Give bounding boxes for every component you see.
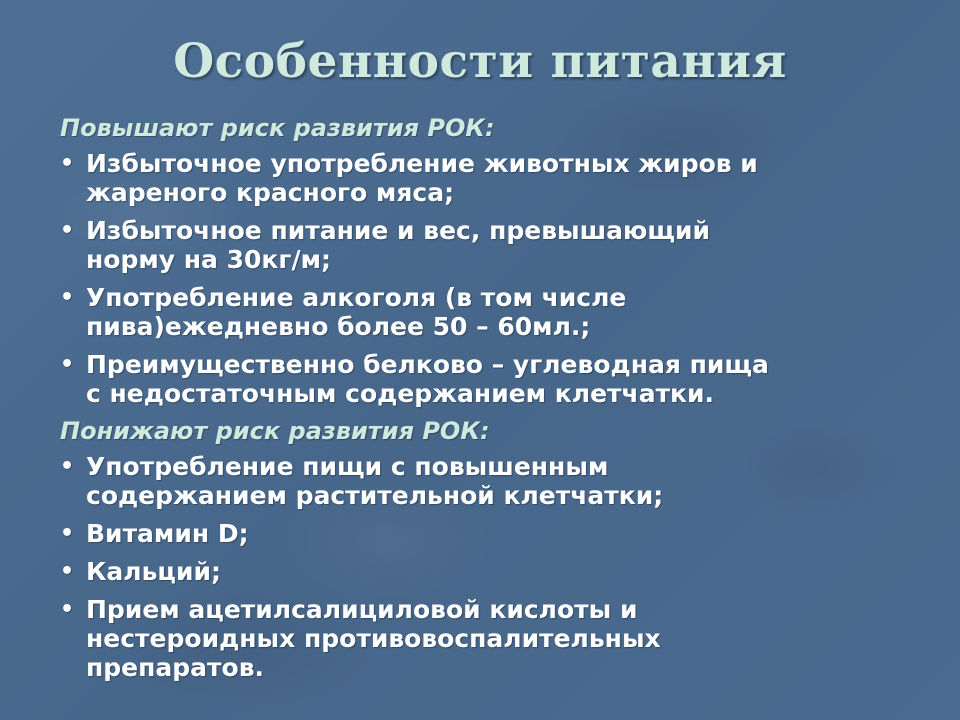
bullet-icon: • [60, 454, 75, 479]
list-item [60, 350, 920, 408]
list-item [60, 283, 920, 341]
bullet-icon: • [60, 597, 75, 622]
list-item [60, 452, 920, 510]
bullet-icon: • [60, 352, 75, 377]
list-item-text: Витамин D; [86, 519, 249, 548]
list-item [60, 216, 920, 274]
slide-title: Особенности питания [173, 34, 787, 89]
bullet-icon: • [60, 559, 75, 584]
list-item-text: Прием ацетилсалициловой кислоты и нестероидных противовоспалительных препаратов. [86, 595, 661, 682]
list-item [60, 149, 920, 207]
list-item-text: Преимущественно белково – углеводная пища с недостаточным содержанием клетчатки. [86, 350, 769, 408]
slide-content [60, 112, 920, 691]
section-heading-increase-risk: Повышают риск развития РОК: [60, 114, 495, 142]
section-heading-decrease-risk: Понижают риск развития РОК: [60, 417, 490, 445]
bullet-icon: • [60, 521, 75, 546]
bullet-icon: • [60, 285, 75, 310]
bullet-icon: • [60, 218, 75, 243]
list-item-text: Избыточное питание и вес, превышающий норму на 30кг/м; [86, 216, 711, 274]
list-item-text: Употребление алкоголя (в том числе пива)ежедневно более 50 – 60мл.; [86, 283, 627, 341]
list-item [60, 519, 920, 548]
list-item-text: Употребление пищи с повышенным содержанием растительной клетчатки; [86, 452, 664, 510]
list-item-text: Кальций; [86, 557, 221, 586]
bullet-icon: • [60, 151, 75, 176]
list-item [60, 595, 920, 682]
list-item-text: Избыточное употребление животных жиров и жареного красного мяса; [86, 149, 758, 207]
list-item [60, 557, 920, 586]
